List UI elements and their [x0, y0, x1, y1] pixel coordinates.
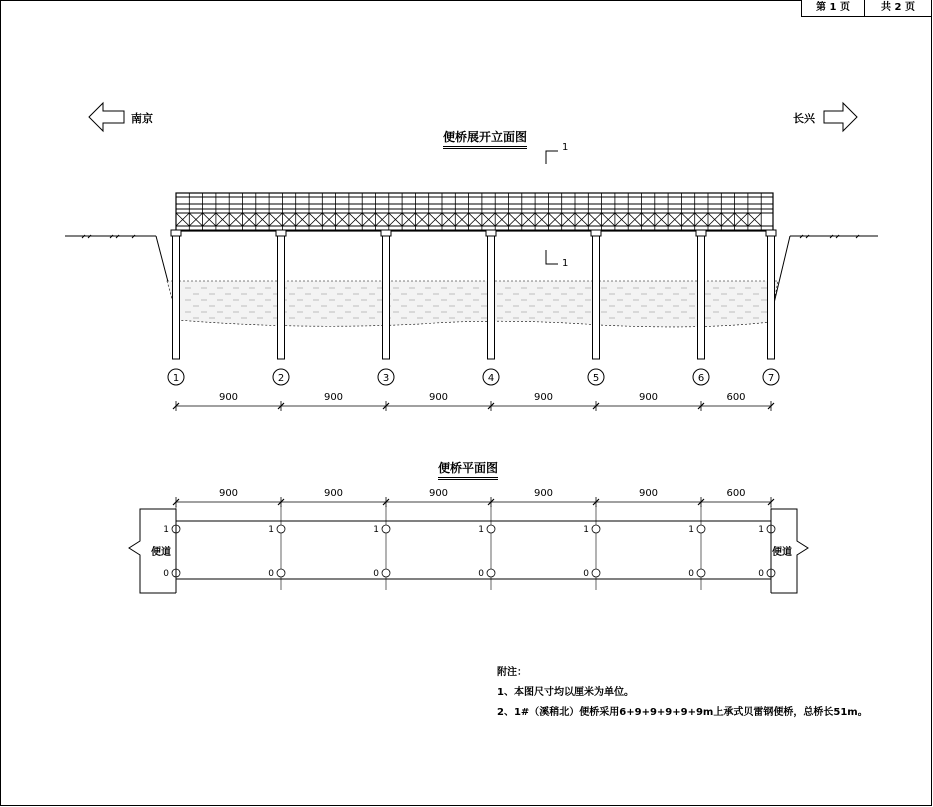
plan-row-label-top: 1	[478, 525, 484, 535]
pier-cap	[276, 230, 286, 236]
section-label-bottom: 1	[562, 258, 569, 269]
plan-row-label-bottom: 0	[758, 569, 764, 579]
notes-heading: 附注：	[497, 667, 527, 678]
elevation-span-value: 900	[323, 392, 344, 403]
plan-row-label-bottom: 0	[373, 569, 379, 579]
plan-span-value: 900	[428, 488, 449, 499]
plan-pile-top	[487, 525, 495, 533]
page-total: 共 2 页	[864, 0, 932, 17]
bailey-truss	[176, 193, 773, 231]
ground-left	[65, 235, 178, 320]
pier-pile	[768, 231, 775, 359]
truss-outline	[176, 193, 773, 231]
plan-pile-top	[382, 525, 390, 533]
plan-pile-bottom	[487, 569, 495, 577]
plan-row-label-top: 1	[373, 525, 379, 535]
plan-pile-bottom	[697, 569, 705, 577]
approach-right-label: 便道	[772, 547, 792, 558]
pier-cap	[696, 230, 706, 236]
plan-row-label-bottom: 0	[583, 569, 589, 579]
pier-number-label: 5	[592, 373, 600, 384]
elevation-span-value: 900	[638, 392, 659, 403]
arrow-right-icon	[824, 103, 857, 131]
elevation-dimension-line	[173, 392, 774, 411]
pier-number-label: 6	[697, 373, 705, 384]
ground-right	[770, 235, 878, 320]
plan-pile-top	[697, 525, 705, 533]
plan-span-value: 900	[533, 488, 554, 499]
plan-row-label-bottom: 0	[478, 569, 484, 579]
pier-pile	[173, 231, 180, 359]
plan-row-label-bottom: 0	[688, 569, 694, 579]
plan-row-label-top: 1	[268, 525, 274, 535]
section-mark-top	[546, 151, 558, 164]
direction-right-label: 长兴	[793, 112, 815, 125]
plan-title: 便桥平面图	[438, 459, 498, 480]
pier-cap	[766, 230, 776, 236]
pier-pile	[593, 231, 600, 359]
plan-row-label-top: 1	[688, 525, 694, 535]
pier-number-label: 7	[767, 373, 775, 384]
plan-row-label-bottom: 0	[163, 569, 169, 579]
plan-row-label-top: 1	[758, 525, 764, 535]
note-item-2: 2、1#（溪稍北）便桥采用6+9+9+9+9+9m上承式贝雷钢便桥，总桥长51m。	[497, 707, 868, 718]
arrow-left-icon	[89, 103, 124, 131]
direction-left-label: 南京	[131, 112, 153, 125]
pier-cap	[486, 230, 496, 236]
approach-left-label: 便道	[151, 547, 171, 558]
plan-pile-bottom	[592, 569, 600, 577]
plan-span-value: 900	[638, 488, 659, 499]
plan-row-label-top: 1	[583, 525, 589, 535]
pier-cap	[171, 230, 181, 236]
elevation-title: 便桥展开立面图	[443, 128, 527, 149]
plan-pile-top	[277, 525, 285, 533]
pier-number-label: 2	[277, 373, 285, 384]
pier-pile	[698, 231, 705, 359]
plan-span-value: 900	[323, 488, 344, 499]
elevation-span-value: 900	[533, 392, 554, 403]
plan-pile-top	[592, 525, 600, 533]
elevation-span-value: 900	[218, 392, 239, 403]
plan-pile-bottom	[382, 569, 390, 577]
pier-number-label: 3	[382, 373, 390, 384]
section-mark-bottom	[546, 250, 558, 264]
plan-pile-bottom	[277, 569, 285, 577]
elevation-span-value: 600	[726, 392, 746, 403]
plan-span-value: 900	[218, 488, 239, 499]
pier-cap	[591, 230, 601, 236]
pier-cap	[381, 230, 391, 236]
elevation-span-value: 900	[428, 392, 449, 403]
pier-pile	[383, 231, 390, 359]
pier-pile	[488, 231, 495, 359]
pier-number-label: 1	[172, 373, 180, 384]
plan-span-value: 600	[726, 488, 746, 499]
plan-row-label-bottom: 0	[268, 569, 274, 579]
pier-number-label: 4	[487, 373, 495, 384]
plan-row-label-top: 1	[163, 525, 169, 535]
notes-block	[497, 663, 868, 723]
section-label-top: 1	[562, 142, 569, 153]
plan-view	[129, 488, 808, 593]
page-number: 第 1 页	[801, 0, 865, 17]
note-item-1: 1、本图尺寸均以厘米为单位。	[497, 687, 634, 698]
pier-pile	[278, 231, 285, 359]
